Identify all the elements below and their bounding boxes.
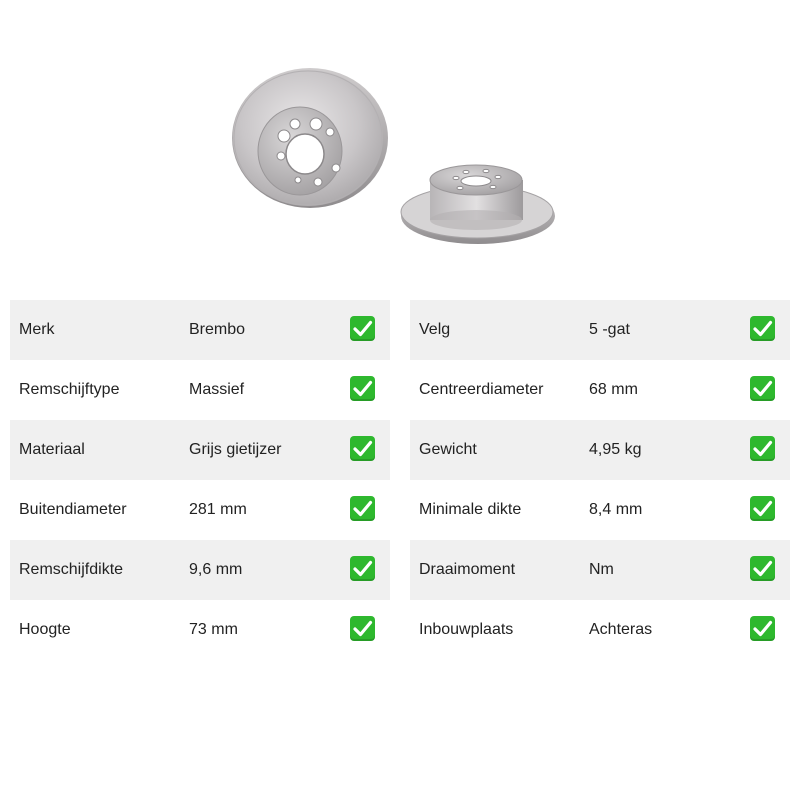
check-icon [750, 556, 775, 581]
spec-value: Achteras [589, 621, 653, 638]
check-icon [350, 556, 375, 581]
check-icon [750, 316, 775, 341]
spec-row-gewicht [410, 420, 790, 480]
spec-row-centreerdiameter [410, 360, 790, 420]
specs-left-column [10, 300, 390, 660]
spec-row-merk [10, 300, 390, 360]
spec-label: Buitendiameter [19, 501, 127, 518]
spec-label: Remschijftype [19, 381, 120, 398]
spec-row-materiaal [10, 420, 390, 480]
spec-value: 4,95 kg [589, 441, 642, 458]
spec-label: Materiaal [19, 441, 85, 458]
check-icon [750, 616, 775, 641]
check-icon [350, 316, 375, 341]
specs-right-column [410, 300, 790, 660]
specifications-table [10, 300, 790, 660]
spec-value: 5 -gat [589, 321, 630, 338]
check-icon [350, 376, 375, 401]
spec-row-remschijfdikte [10, 540, 390, 600]
spec-row-velg [410, 300, 790, 360]
spec-label: Centreerdiameter [419, 381, 544, 398]
check-icon [750, 496, 775, 521]
spec-label: Remschijfdikte [19, 561, 124, 578]
check-icon [350, 616, 375, 641]
spec-label: Velg [419, 321, 451, 338]
check-icon [750, 436, 775, 461]
brake-disc-pair-image [180, 50, 580, 265]
spec-value: 9,6 mm [189, 561, 243, 578]
spec-row-hoogte [10, 600, 390, 660]
spec-row-buitendiameter [10, 480, 390, 540]
spec-value: Brembo [189, 321, 246, 338]
spec-value: Grijs gietijzer [189, 441, 282, 458]
spec-row-remschijftype [10, 360, 390, 420]
spec-value: 68 mm [589, 381, 638, 398]
spec-label: Inbouwplaats [419, 621, 514, 638]
spec-row-draaimoment [410, 540, 790, 600]
spec-label: Merk [19, 321, 55, 338]
spec-label: Minimale dikte [419, 501, 522, 518]
spec-label: Draaimoment [419, 561, 516, 578]
check-icon [350, 436, 375, 461]
check-icon [750, 376, 775, 401]
spec-value: Massief [189, 381, 245, 398]
front-view-disc [232, 68, 388, 208]
spec-value: Nm [589, 561, 614, 578]
check-icon [350, 496, 375, 521]
spec-row-inbouwplaats [410, 600, 790, 660]
spec-value: 281 mm [189, 501, 247, 518]
spec-label: Gewicht [419, 441, 477, 458]
spec-row-minimale-dikte [410, 480, 790, 540]
spec-value: 8,4 mm [589, 501, 643, 518]
spec-value: 73 mm [189, 621, 238, 638]
side-view-disc [401, 165, 555, 244]
spec-label: Hoogte [19, 621, 71, 638]
